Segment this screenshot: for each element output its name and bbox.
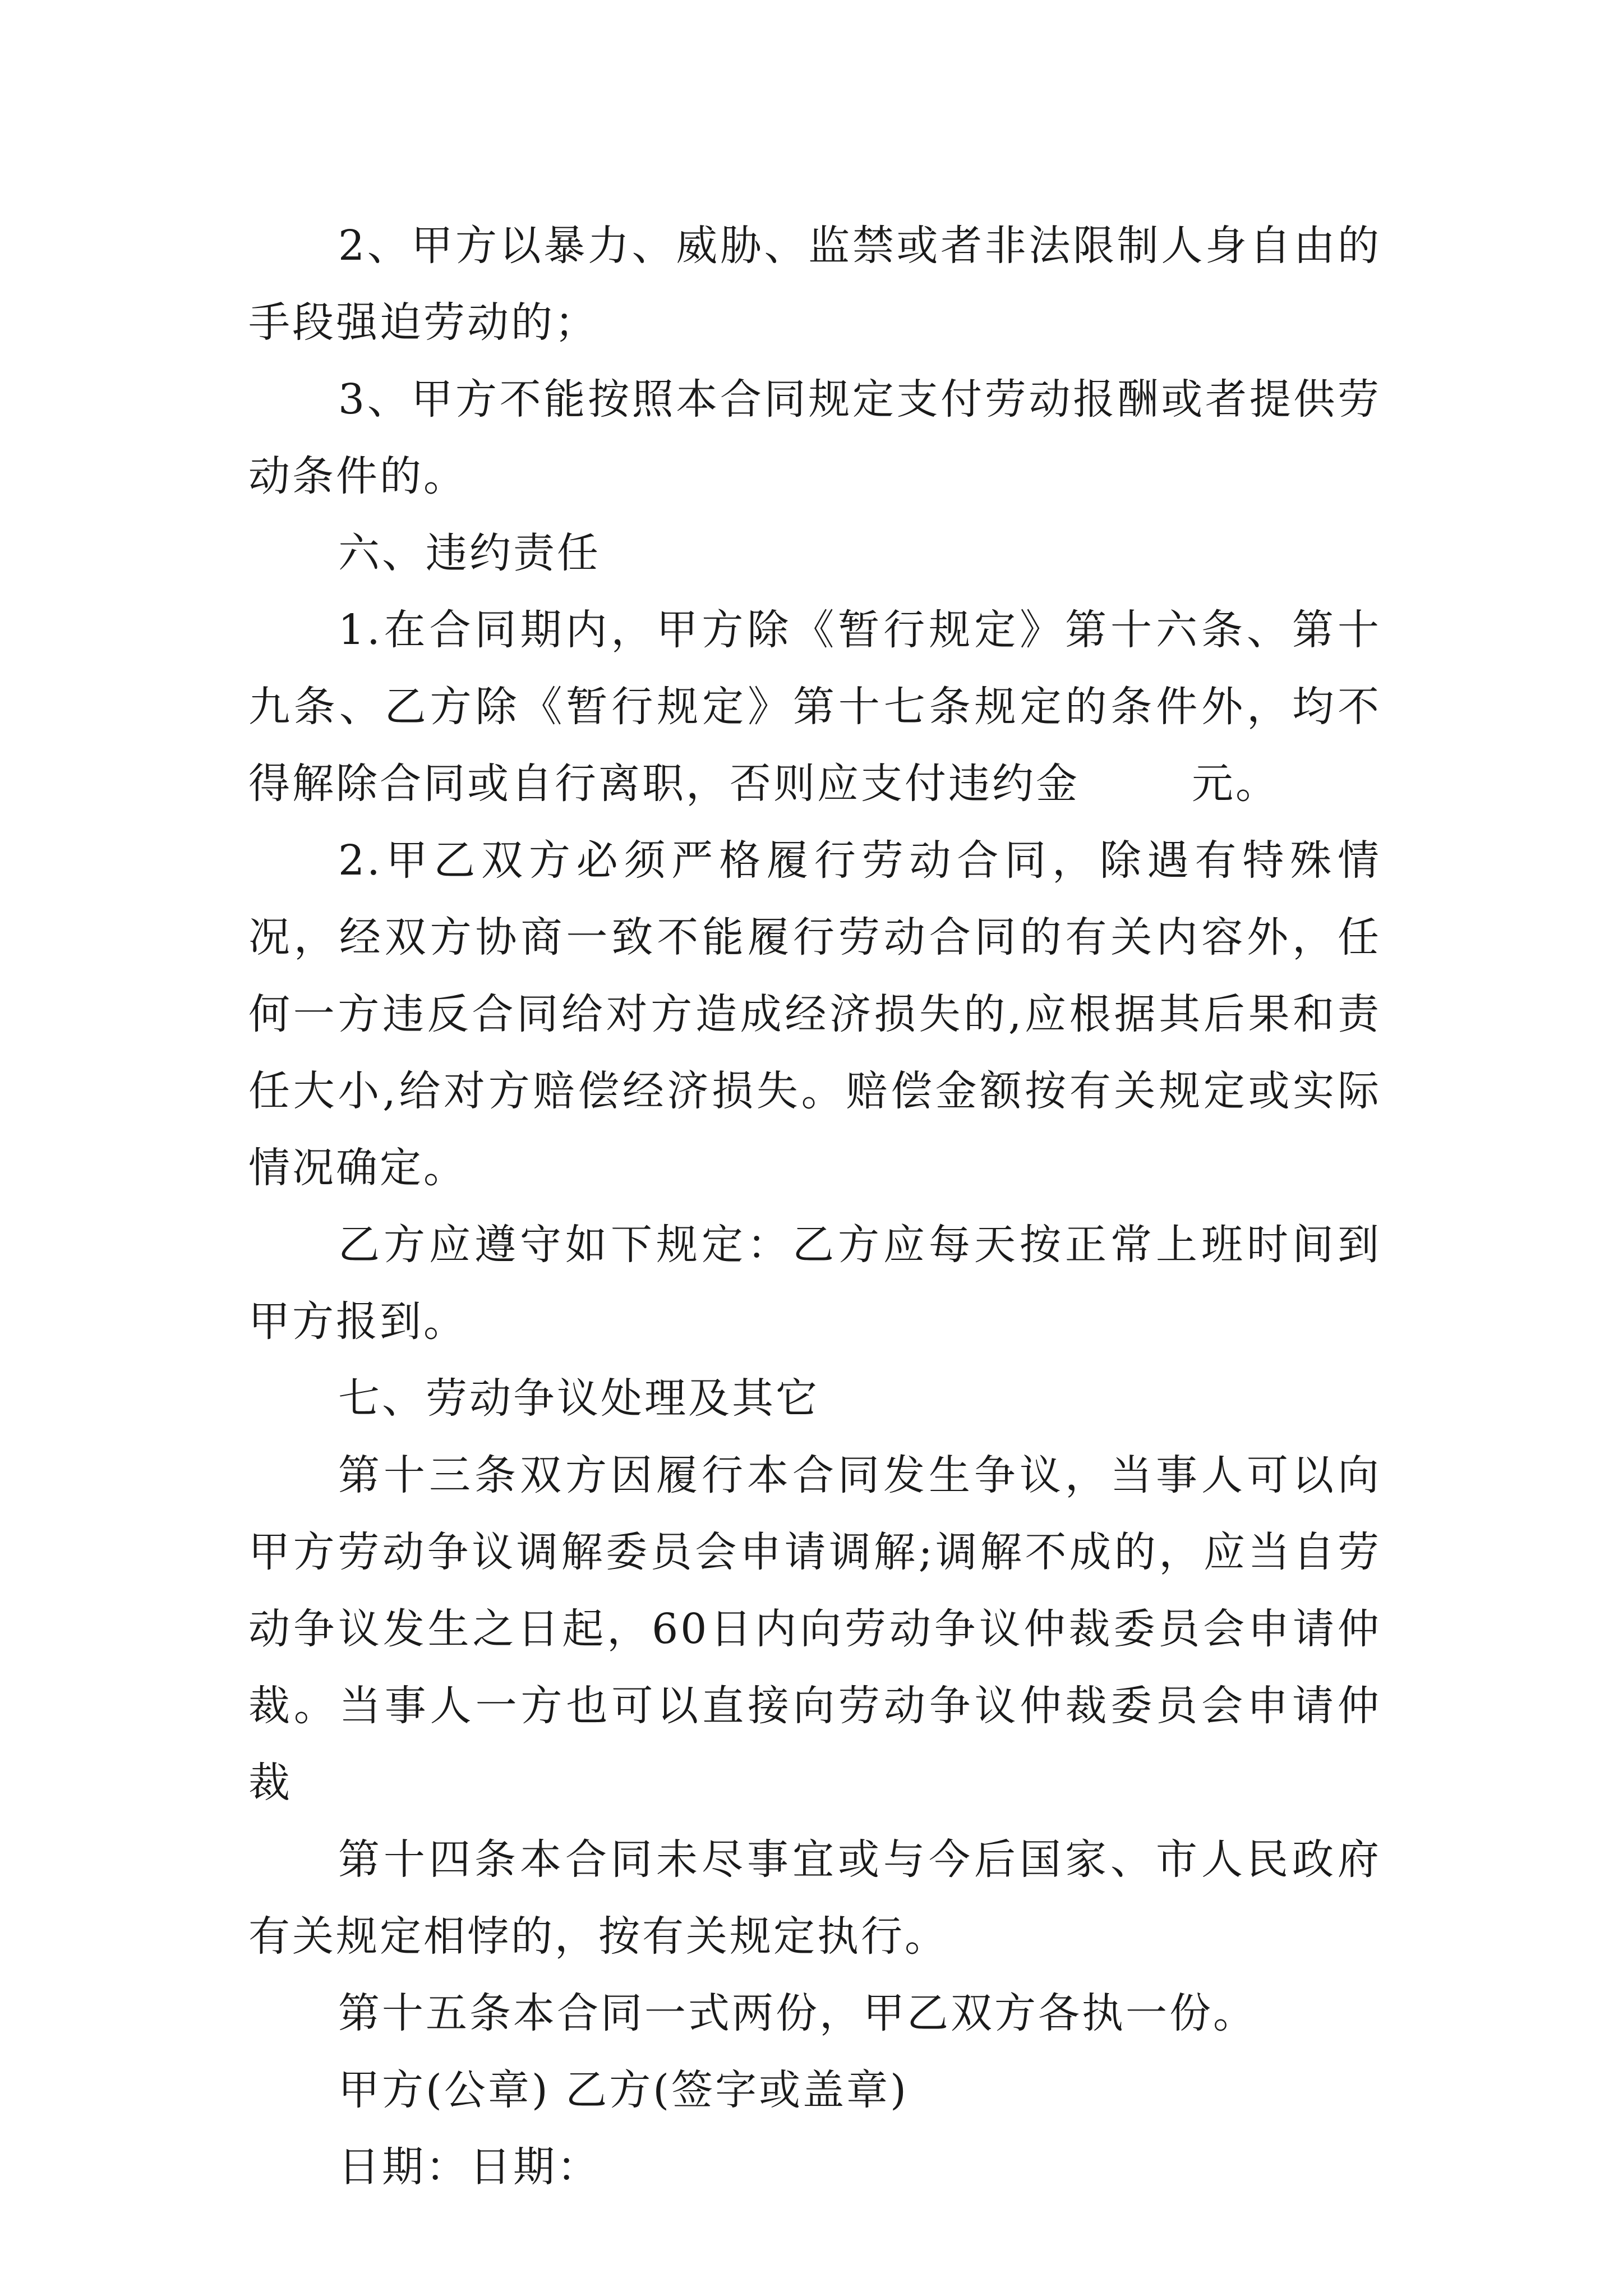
section-heading-breach: 六、违约责任 — [338, 529, 601, 577]
signature-line: 甲方(公章) 乙方(签字或盖章) — [338, 2066, 909, 2114]
breach-clause-1 — [248, 592, 1381, 822]
article-15: 第十五条本合同一式两份，甲乙双方各执一份。 — [338, 1989, 1257, 2037]
article-13: 第十三条双方因履行本合同发生争议，当事人可以向甲方劳动争议调解委员会申请调解;调解不成的，应当自劳动争议发生之日起，60日内向劳动争议仲裁委员会申请仲裁。当事人一方也可以直接向劳动争议仲裁委员会申请仲裁 — [248, 1451, 1381, 1807]
attendance-rule: 乙方应遵守如下规定：乙方应每天按正常上班时间到甲方报到。 — [248, 1221, 1381, 1346]
section-heading-disputes: 七、劳动争议处理及其它 — [338, 1374, 819, 1423]
clause-2-violence: 2、甲方以暴力、威胁、监禁或者非法限制人身自由的手段强迫劳动的； — [248, 222, 1381, 347]
article-14: 第十四条本合同未尽事宜或与今后国家、市人民政府有关规定相悖的，按有关规定执行。 — [248, 1835, 1381, 1961]
breach-clause-2: 2.甲乙双方必须严格履行劳动合同，除遇有特殊情况，经双方协商一致不能履行劳动合同的有关内容外，任何一方违反合同给对方造成经济损失的,应根据其后果和责任大小,给对方赔偿经济损失。赔偿金额按有关规定或实际情况确定。 — [248, 836, 1381, 1192]
penalty-unit: 元。 — [1192, 760, 1279, 808]
document-body — [248, 208, 1381, 2206]
date-line: 日期：日期： — [338, 2143, 601, 2191]
clause-3-payment: 3、甲方不能按照本合同规定支付劳动报酬或者提供劳动条件的。 — [248, 375, 1381, 500]
breach-clause-1-text: 1.在合同期内，甲方除《暂行规定》第十六条、第十九条、乙方除《暂行规定》第十七条规定的条件外，均不得解除合同或自行离职，否则应支付违约金 — [248, 606, 1381, 808]
